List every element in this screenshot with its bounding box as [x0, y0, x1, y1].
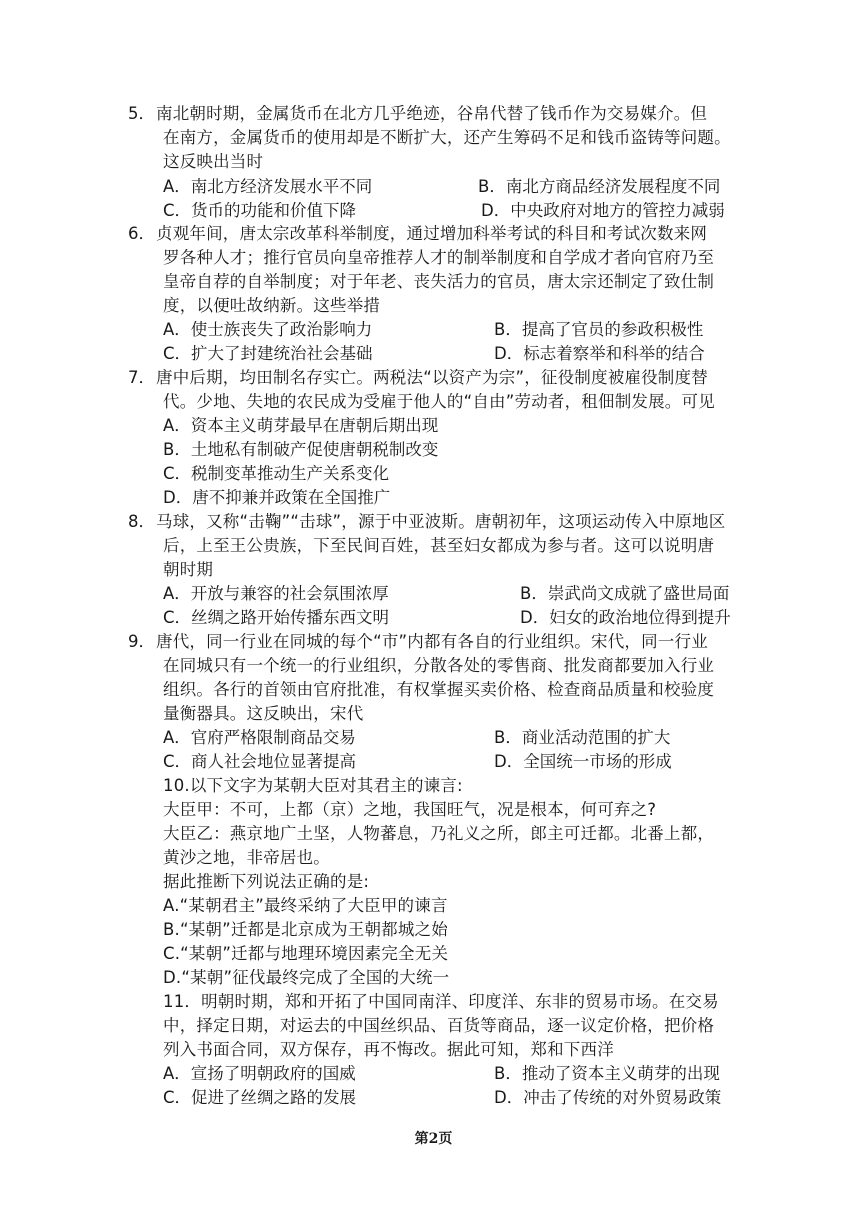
- question-text: 贞观年间，唐太宗改革科举制度，通过增加科举考试的科目和考试次数来网: [156, 224, 708, 243]
- option-b: B．土地私有制破产促使唐朝税制改变: [163, 440, 439, 459]
- option-d: D.“某朝”征伐最终完成了全国的大统一: [163, 968, 450, 987]
- question-text: 大臣乙：燕京地广土坚，人物蕃息，乃礼义之所，郎主可迁都。北番上都，: [163, 824, 715, 843]
- question-text: 后，上至王公贵族，下至民间百姓，甚至妇女都成为参与者。这可以说明唐: [163, 536, 715, 555]
- question-text: 量衡器具。这反映出，宋代: [163, 704, 364, 723]
- option-d: D．中央政府对地方的管控力减弱: [481, 201, 725, 220]
- option-a: A．南北方经济发展水平不同: [163, 177, 373, 196]
- option-a: A．资本主义萌芽最早在唐朝后期出现: [163, 416, 439, 435]
- option-c: C．商人社会地位显著提高: [163, 752, 357, 771]
- question-text: 大臣甲：不可，上都（京）之地，我国旺气，况是根本，何可弃之?: [163, 800, 657, 819]
- question-text: 罗各种人才；推行官员向皇帝推荐人才的制举制度和自学成才者向官府乃至: [163, 248, 715, 267]
- page-number: 第2页: [414, 1131, 453, 1147]
- question-text: 在同城只有一个统一的行业组织，分散各处的零售商、批发商都要加入行业: [163, 656, 715, 675]
- question-number: 5．: [128, 104, 155, 123]
- option-c: C.“某朝”迁都与地理环境因素完全无关: [163, 944, 449, 963]
- question-text: 马球，又称“击鞠”“击球”，源于中亚波斯。唐朝初年，这项运动传入中原地区: [156, 512, 726, 531]
- option-b: B．提高了官员的参政积极性: [494, 320, 704, 339]
- question-text: 南北朝时期，金属货币在北方几乎绝迹，谷帛代替了钱币作为交易媒介。但: [156, 104, 708, 123]
- option-a: A．使士族丧失了政治影响力: [163, 320, 373, 339]
- question-text: 唐代，同一行业在同城的每个“市”内都有各自的行业组织。宋代，同一行业: [156, 632, 708, 651]
- option-d: D．唐不抑兼并政策在全国推广: [163, 488, 391, 507]
- option-d: D．标志着察举和科举的结合: [494, 344, 705, 363]
- option-a: A．官府严格限制商品交易: [163, 728, 356, 747]
- option-b: B．崇武尚文成就了盛世局面: [520, 584, 730, 603]
- question-text: 这反映出当时: [163, 152, 264, 171]
- option-d: D．全国统一市场的形成: [494, 752, 672, 771]
- question-text: 皇帝自荐的自举制度；对于年老、丧失活力的官员，唐太宗还制定了致仕制: [163, 272, 715, 291]
- option-c: C．货币的功能和价值下降: [163, 201, 357, 220]
- option-a: A．开放与兼容的社会氛围浓厚: [163, 584, 389, 603]
- question-text: 黄沙之地，非帝居也。: [163, 848, 330, 867]
- option-b: B．南北方商品经济发展程度不同: [478, 177, 721, 196]
- question-text: 组织。各行的首领由官府批准，有权掌握买卖价格、检查商品质量和校验度: [163, 680, 715, 699]
- question-text: 代。少地、失地的农民成为受雇于他人的“自由”劳动者，租佃制发展。可见: [163, 392, 715, 411]
- question-number: 9．: [128, 632, 155, 651]
- question-text: 列入书面合同，双方保存，再不悔改。据此可知，郑和下西洋: [163, 1040, 614, 1059]
- question-text: 朝时期: [163, 560, 214, 579]
- question-text: 11．明朝时期，郑和开拓了中国同南洋、印度洋、东非的贸易市场。在交易: [163, 992, 719, 1011]
- option-b: B．推动了资本主义萌芽的出现: [494, 1064, 720, 1083]
- question-text: 10.以下文字为某朝大臣对其君主的谏言:: [163, 776, 463, 795]
- question-number: 8．: [128, 512, 155, 531]
- question-text: 度，以便吐故纳新。这些举措: [163, 296, 381, 315]
- option-b: B．商业活动范围的扩大: [494, 728, 671, 747]
- question-number: 6．: [128, 224, 155, 243]
- option-c: C．促进了丝绸之路的发展: [163, 1088, 357, 1107]
- option-d: D．妇女的政治地位得到提升: [520, 608, 731, 627]
- question-text: 据此推断下列说法正确的是:: [163, 872, 370, 891]
- option-a: A.“某朝君主”最终采纳了大臣甲的谏言: [163, 896, 448, 915]
- question-text: 在南方，金属货币的使用却是不断扩大，还产生筹码不足和钱币盗铸等问题。: [163, 128, 731, 147]
- question-text: 唐中后期，均田制名存实亡。两税法“以资产为宗”，征役制度被雇役制度替: [156, 368, 708, 387]
- question-number: 7．: [128, 368, 155, 387]
- question-text: 中，择定日期，对运去的中国丝织品、百货等商品，逐一议定价格，把价格: [163, 1016, 715, 1035]
- option-c: C．丝绸之路开始传播东西文明: [163, 608, 390, 627]
- option-c: C．扩大了封建统治社会基础: [163, 344, 373, 363]
- option-c: C．税制变革推动生产关系变化: [163, 464, 390, 483]
- option-b: B.“某朝”迁都是北京成为王朝都城之始: [163, 920, 448, 939]
- option-d: D．冲击了传统的对外贸易政策: [494, 1088, 722, 1107]
- option-a: A．宣扬了明朝政府的国威: [163, 1064, 356, 1083]
